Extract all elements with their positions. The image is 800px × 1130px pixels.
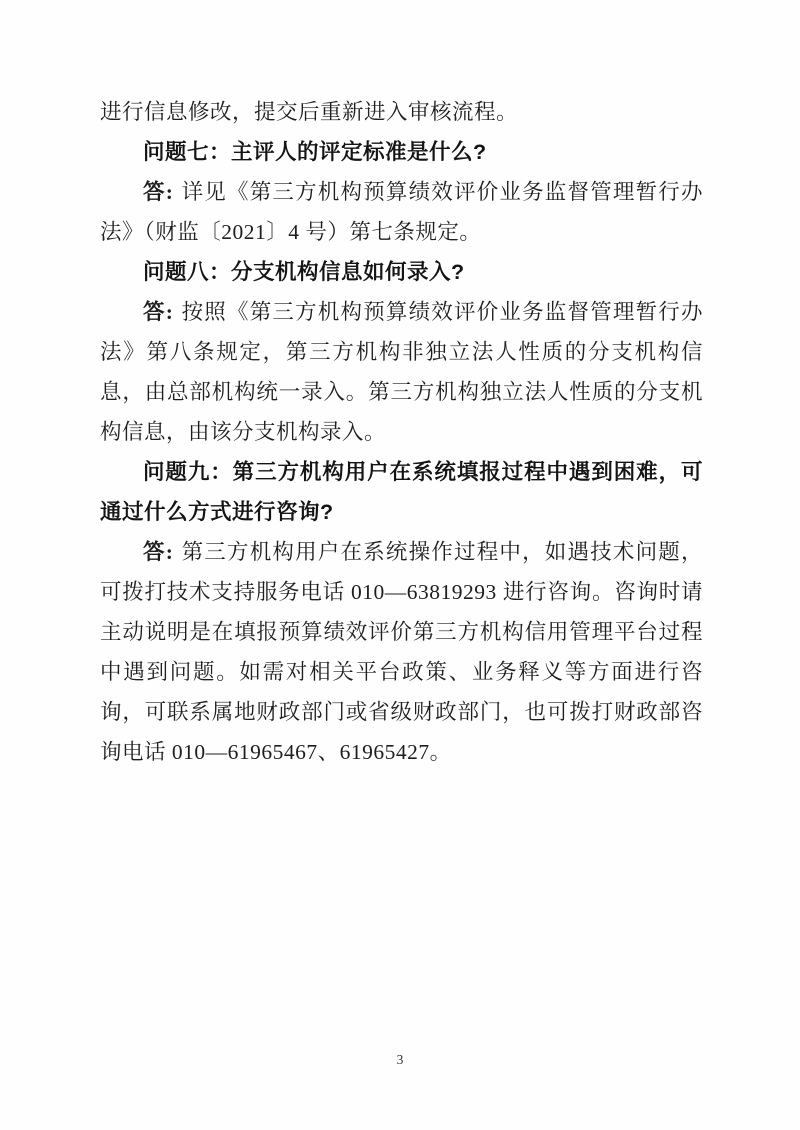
answer-text: 按照《第三方机构预算绩效评价业务监督管理暂行办法》第八条规定，第三方机构非独立法人性质的分支机构信息，由总部机构统一录入。第三方机构独立法人性质的分支机构信息，由该分支机构录入。 bbox=[100, 300, 703, 444]
question-eight-heading: 问题八：分支机构信息如何录入? bbox=[143, 260, 465, 284]
answer-nine-paragraph bbox=[100, 532, 703, 772]
answer-text: 第三方机构用户在系统操作过程中，如遇技术问题，可拨打技术支持服务电话 010—63819293 进行咨询。咨询时请主动说明是在填报预算绩效评价第三方机构信用管理平台过程中遇到问题。如需对相关平台政策、业务释义等方面进行咨询，可联系属地财政部门或省级财政部门，也可拨打财政部咨询电话 010—61965467、61965427。 bbox=[100, 540, 703, 764]
answer-prefix: 答: bbox=[143, 300, 174, 324]
question-seven-heading: 问题七：主评人的评定标准是什么? bbox=[143, 140, 487, 164]
answer-prefix: 答: bbox=[143, 540, 174, 564]
question-nine-heading: 问题九：第三方机构用户在系统填报过程中遇到困难，可通过什么方式进行咨询? bbox=[100, 460, 703, 524]
answer-eight-paragraph bbox=[100, 292, 703, 452]
answer-seven-paragraph bbox=[100, 172, 703, 252]
answer-prefix: 答: bbox=[143, 180, 174, 204]
answer-text: 详见《第三方机构预算绩效评价业务监督管理暂行办法》（财监〔2021〕4 号）第七条规定。 bbox=[100, 180, 703, 244]
document-body bbox=[100, 92, 703, 772]
page-number: 3 bbox=[396, 1052, 404, 1067]
body-paragraph-continuation: 进行信息修改，提交后重新进入审核流程。 bbox=[100, 100, 519, 124]
